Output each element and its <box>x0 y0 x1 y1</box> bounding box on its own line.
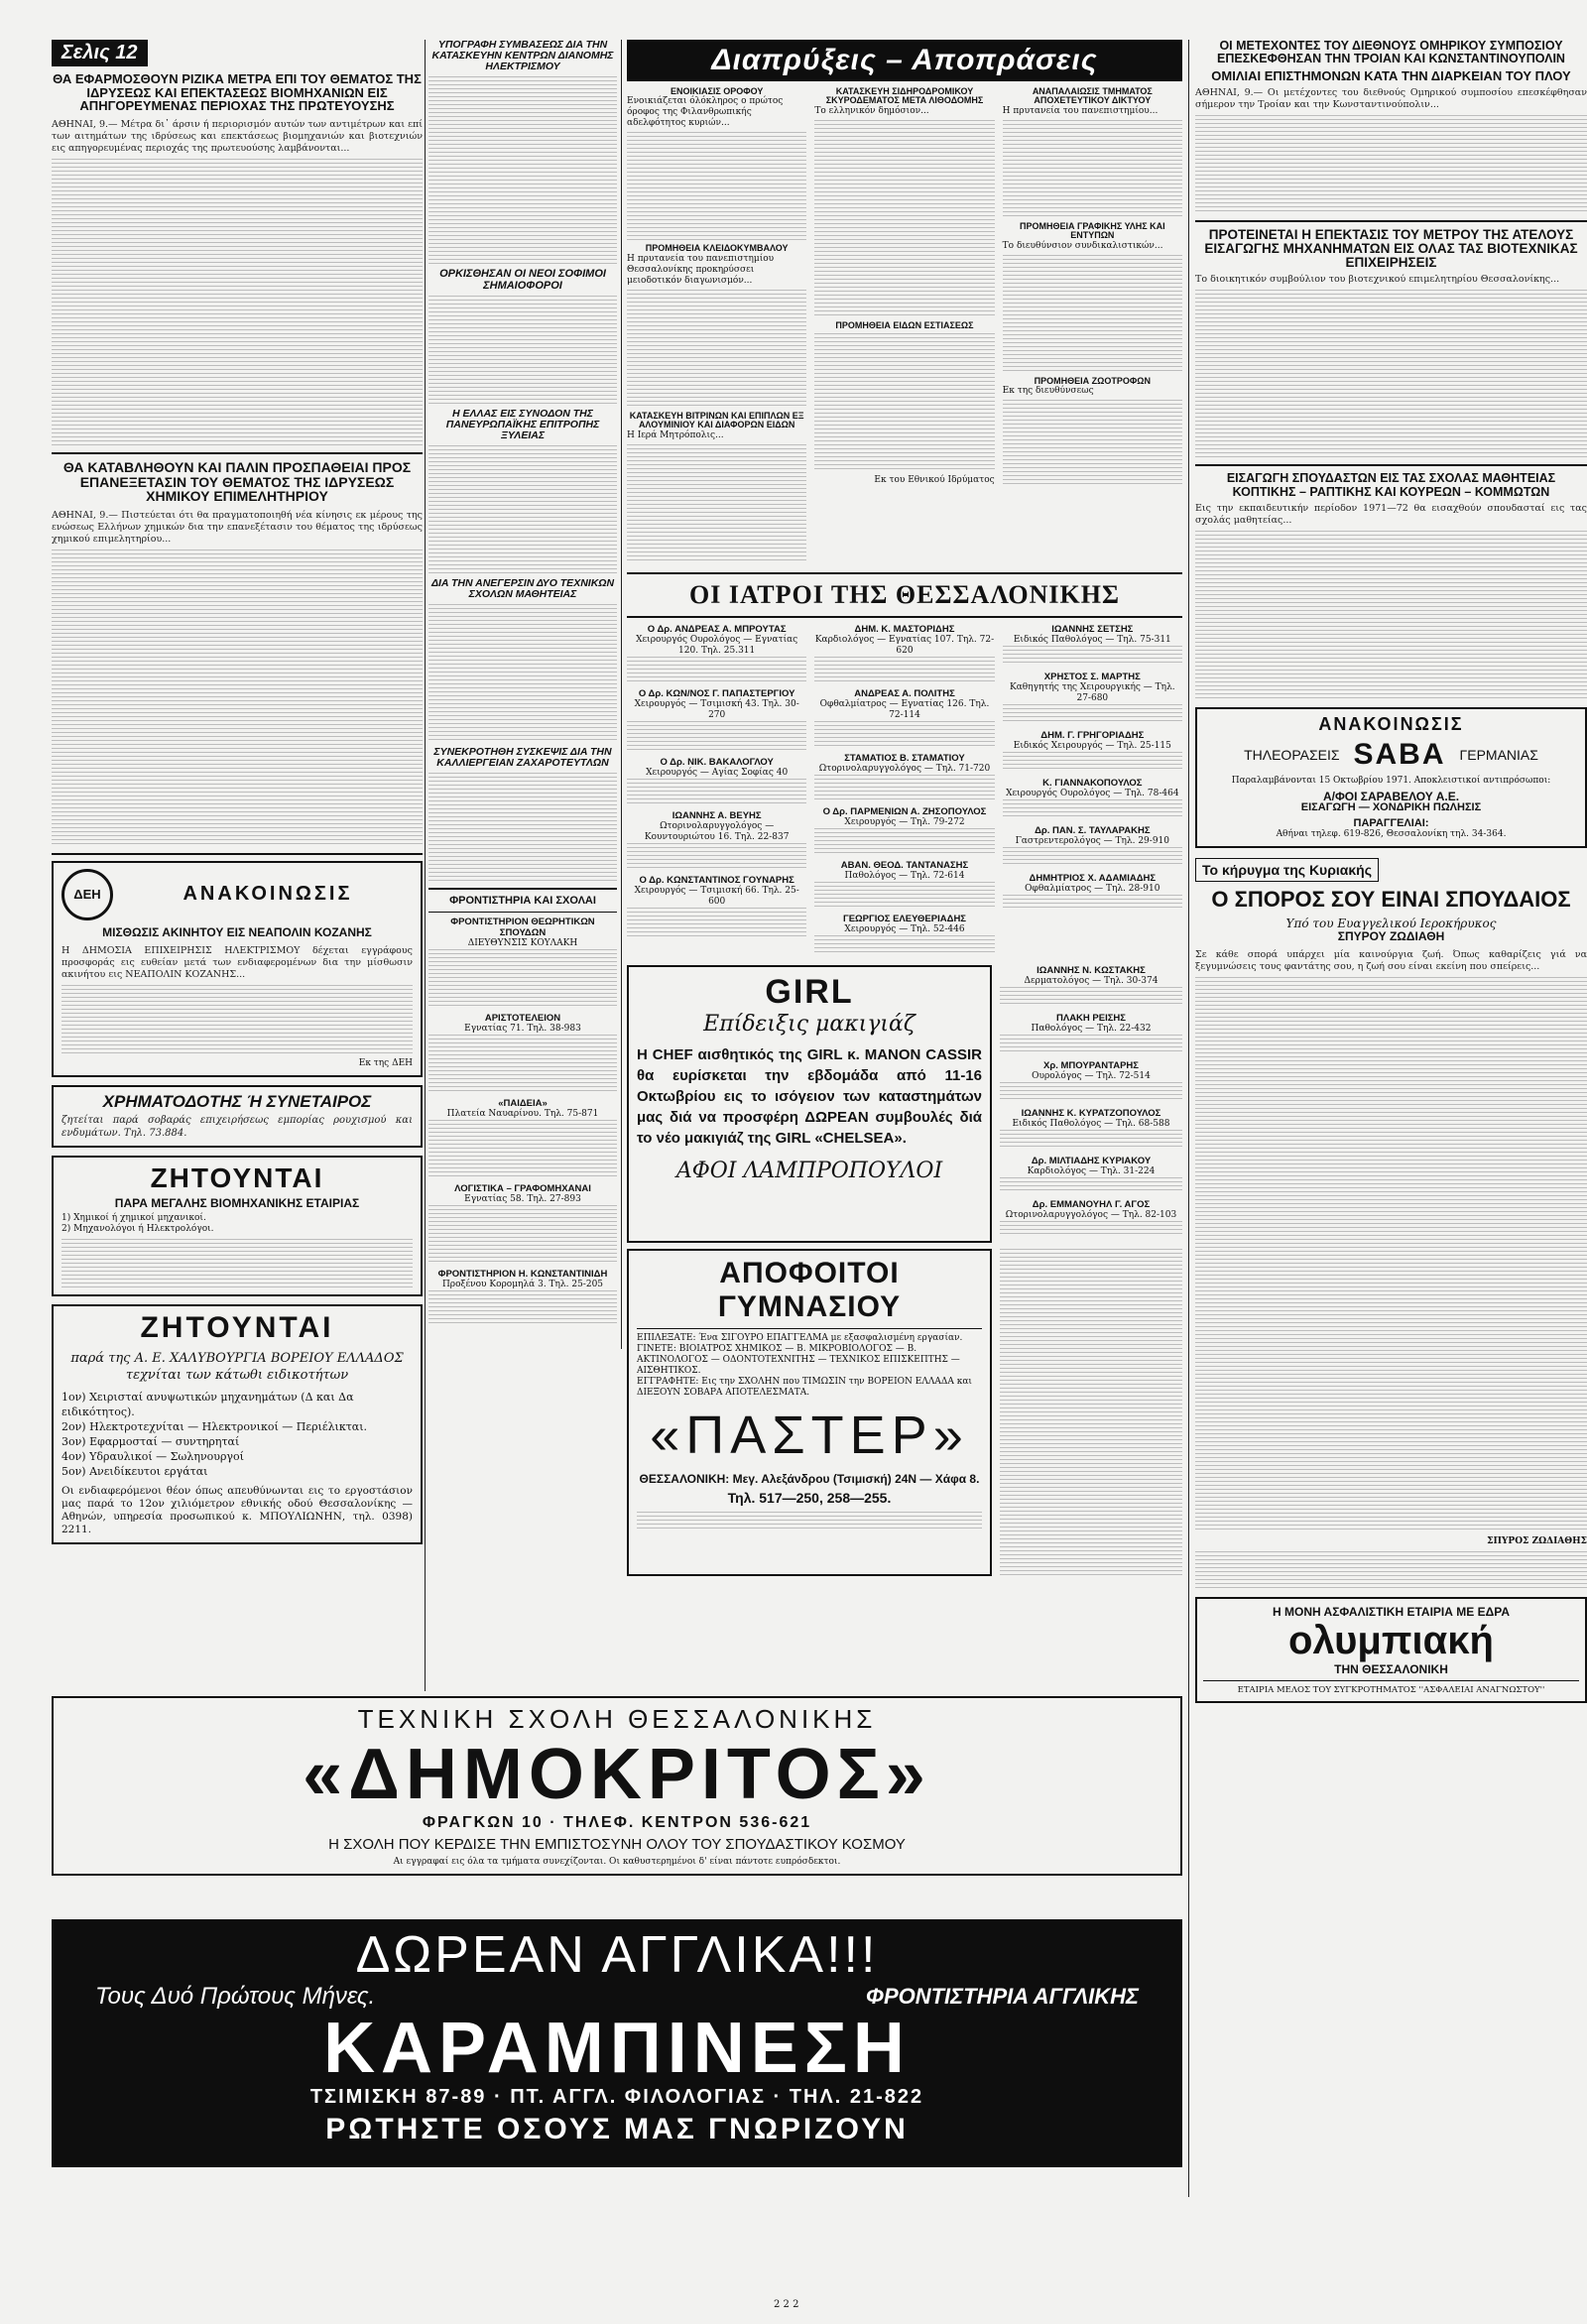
col2-article-3-body <box>428 445 617 574</box>
classified-title: ΑΝΑΠΑΛΑΙΩΣΙΣ ΤΜΗΜΑΤΟΣ ΑΠΟΧΕΤΕΥΤΙΚΟΥ ΔΙΚΤΥΟΥ <box>1032 86 1153 106</box>
pasteur-line: ΕΓΓΡΑΦΗΤΕ: Εις την ΣΧΟΛΗΝ που ΤΙΜΩΣΙΝ την ΒΟΡΕΙΟΝ ΕΛΛΑΔΑ και ΔΙΕΞΟΥΝ ΣΟΒΑΡΑ ΑΠΟΤΕΛΕΣΜΑΤΑ. <box>637 1376 972 1398</box>
demokritos-address: ΦΡΑΓΚΩΝ 10 · ΤΗΛΕΦ. ΚΕΝΤΡΟΝ 536-621 <box>422 1814 812 1831</box>
column-4 <box>1195 40 1587 1703</box>
column-rule <box>621 40 622 1349</box>
girl-subtitle: Επίδειξις μακιγιάζ <box>703 1011 916 1037</box>
saba-tv-ad <box>1195 707 1587 849</box>
saba-text: Παραλαμβάνονται 15 Οκτωβρίου 1971. Αποκλειστικοί αντιπρόσωποι: <box>1231 775 1551 786</box>
english-kind: ΦΡΟΝΤΙΣΤΗΡΙΑ ΑΓΓΛΙΚΗΣ <box>865 1984 1139 2009</box>
school-entry: ΑΡΙΣΤΟΤΕΛΕΙΟΝ Εγνατίας 71. Τηλ. 38-983 <box>428 1013 617 1092</box>
saba-phones: Αθήναι τηλεφ. 619-826, Θεσσαλονίκη τηλ. 34-364. <box>1276 829 1507 840</box>
classified-title: ΠΡΟΜΗΘΕΙΑ ΓΡΑΦΙΚΗΣ ΥΛΗΣ ΚΑΙ ΕΝΤΥΠΩΝ <box>1019 220 1165 241</box>
english-address: ΤΣΙΜΙΣΚΗ 87-89 · ΠΤ. ΑΓΓΛ. ΦΙΛΟΛΟΓΙΑΣ · ΤΗΛ. 21-822 <box>309 2086 924 2108</box>
doctors-continued <box>1000 965 1182 1243</box>
col2-headline-5: ΣΥΝΕΚΡΟΤΗΘΗ ΣΥΣΚΕΨΙΣ ΔΙΑ ΤΗΝ ΚΑΛΛΙΕΡΓΕΙΑΝ ΖΑΧΑΡΟΤΕΥΤΛΩΝ <box>433 746 612 770</box>
demokritos-name: «ΔΗΜΟΚΡΙΤΟΣ» <box>303 1735 931 1814</box>
column-rule <box>1188 40 1189 2197</box>
saba-agent: Α/ΦΟΙ ΣΑΡΑΒΕΛΟΥ Α.Ε. <box>1322 789 1460 803</box>
classified-text: Η Ιερά Μητρόπολις... <box>627 429 724 440</box>
doctor-entry: Ο Δρ. ΠΑΡΜΕΝΙΩΝ Α. ΖΗΣΟΠΟΥΛΟΣ Χειρουργός — Τηλ. 79-272 <box>814 806 994 854</box>
olympiaki-footer: ΕΤΑΙΡΙΑ ΜΕΛΟΣ ΤΟΥ ΣΥΓΚΡΟΤΗΜΑΤΟΣ ''ΑΣΦΑΛΕΙΑΙ ΑΝΑΓΝΩΣΤΟΥ'' <box>1237 1684 1545 1695</box>
col4-headline-3: ΕΙΣΑΓΩΓΗ ΣΠΟΥΔΑΣΤΩΝ ΕΙΣ ΤΑΣ ΣΧΟΛΑΣ ΜΑΘΗΤΕΙΑΣ ΚΟΠΤΙΚΗΣ – ΡΑΠΤΙΚΗΣ ΚΑΙ ΚΟΥΡΕΩΝ – ΚΟΜΜΩΤΩΝ <box>1226 471 1556 499</box>
sermon-by: Υπό του Ευαγγελικού Ιεροκήρυκος <box>1285 917 1497 931</box>
page-number: Σελις 12 <box>52 40 148 66</box>
school-entry: «ΠΑΙΔΕΙΑ» Πλατεία Ναυαρίνου. Τηλ. 75-871 <box>428 1098 617 1177</box>
sermon-author: ΣΠΥΡΟΥ ΖΩΔΙΑΘΗ <box>1337 929 1445 944</box>
dei-notice-footer: Εκ της ΔΕΗ <box>358 1057 413 1068</box>
english-school-name: ΚΑΡΑΜΠΙΝΕΣΗ <box>323 2009 911 2088</box>
col4-headline-2: ΠΡΟΤΕΙΝΕΤΑΙ Η ΕΠΕΚΤΑΣΙΣ ΤΟΥ ΜΕΤΡΟΥ ΤΗΣ ΑΤΕΛΟΥΣ ΕΙΣΑΓΩΓΗΣ ΜΗΧΑΝΗΜΑΤΩΝ ΕΙΣ ΟΛΑΣ ΤΑΣ ΒΙΟΤΕΧΝΙΚΑΣ ΕΠΙΧΕΙΡΗΣΕΙΣ <box>1204 226 1578 271</box>
second-article-body <box>52 550 423 847</box>
sermon-text: Σε κάθε σπορά υπάρχει μία καινούργια ζωή. Όπως καθαρίζεις γιά να ξεγυμνώσεις τους φαντάτης σου, η ζωή σου είναι εκείνη που σπείρεις... <box>1195 948 1587 972</box>
doctor-entry: ΣΤΑΜΑΤΙΟΣ Β. ΣΤΑΜΑΤΙΟΥ Ωτορινολαρυγγολόγος — Τηλ. 71-720 <box>814 753 994 800</box>
saba-title: ΑΝΑΚΟΙΝΩΣΙΣ <box>1318 713 1464 734</box>
saba-country: ΓΕΡΜΑΝΙΑΣ <box>1459 746 1538 763</box>
classified-text: Εκ του Εθνικού Ιδρύματος <box>874 475 995 486</box>
english-headline: ΔΩΡΕΑΝ ΑΓΓΛΙΚΑ!!! <box>355 1926 879 1984</box>
dei-notice-text: Η ΔΗΜΟΣΙΑ ΕΠΙΧΕΙΡΗΣΙΣ ΗΛΕΚΤΡΙΣΜΟΥ δέχεται εγγράφους προσφοράς εις ευθείαν μετά των ενδιαφερομένων δια την μίσθωσιν ακινήτου εις ΝΕΑΠΟΛΙΝ ΚΟΖΑΝΗΣ... <box>61 944 413 980</box>
wanted-ad-2-item: 2ον) Ηλεκτροτεχνίται — Ηλεκτρονικοί — Περιέλικται. <box>61 1419 368 1433</box>
col4-article-1-text: ΑΘΗΝΑΙ, 9.— Οι μετέχοντες του διεθνούς Ομηρικού συμποσίου επεσκέφθησαν σήμερον την Τροίαν και την Κωνσταντινούπολιν... <box>1195 86 1587 110</box>
wanted-ad-1-item: 1) Χημικοί ή χημικοί μηχανικοί. <box>61 1213 206 1224</box>
col2-article-4-body <box>428 604 617 743</box>
olympiaki-city: ΤΗΝ ΘΕΣΣΑΛΟΝΙΚΗ <box>1334 1661 1448 1676</box>
sermon-title: Ο ΣΠΟΡΟΣ ΣΟΥ ΕΙΝΑΙ ΣΠΟΥΔΑΙΟΣ <box>1211 887 1571 913</box>
pasteur-line: ΕΠΙΛΕΞΑΤΕ: Ένα ΣΙΓΟΥΡΟ ΕΠΑΓΓΕΛΜΑ με εξασφαλισμένη εργασίαν. <box>637 1332 963 1343</box>
wanted-ad-1-body <box>61 1239 413 1288</box>
classified-text: Η πρυτανεία του πανεπιστημίου... <box>1002 105 1159 116</box>
doctor-entry: Δρ. ΕΜΜΑΝΟΥΗΛ Γ. ΑΓΟΣ Ωτορινολαρυγγολόγος — Τηλ. 82-103 <box>1000 1199 1182 1237</box>
pasteur-name: «ΠΑΣΤΕΡ» <box>650 1405 969 1465</box>
classified-text: Το ελληνικόν δημόσιον... <box>814 105 929 116</box>
doctors-column-right <box>1003 624 1182 961</box>
lead-article-text: ΑΘΗΝΑΙ, 9.— Μέτρα δι᾽ άρσιν ή περιορισμόν αυτών των αντιμέτρων και επί των αιτημάτων της ιδρύσεως και επεκτάσεως βιομηχανιών και βιοτεχνιών εις απηγορευμένας περιοχάς της πρωτευούσης λαμβάνονται... <box>52 118 423 154</box>
pasteur-line: ΓΙΝΕΤΕ: ΒΙΟΙΑΤΡΟΣ ΧΗΜΙΚΟΣ — Β. ΜΙΚΡΟΒΙΟΛΟΓΟΣ — Β. ΑΚΤΙΝΟΛΟΓΟΣ — ΟΔΟΝΤΟΤΕΧΝΙΤΗΣ — ΤΕΧΝΙΚΟΣ ΕΠΙΣΚΕΠΤΗΣ — ΑΙΣΘΗΤΙΚΟΣ. <box>637 1343 960 1376</box>
doctor-entry: Ο Δρ. ΝΙΚ. ΒΑΚΑΛΟΓΛΟΥ Χειρουργός — Αγίας Σοφίας 40 <box>627 757 806 804</box>
page-corner-mark: 2 2 2 <box>774 2299 799 2310</box>
col2-article-1-body <box>428 76 617 265</box>
saba-agent-sub: ΕΙΣΑΓΩΓΗ — ΧΟΝΔΡΙΚΗ ΠΩΛΗΣΙΣ <box>1300 801 1482 814</box>
classifieds-middle <box>814 87 994 566</box>
doctor-entry: Ο Δρ. ΚΩΝ/ΝΟΣ Γ. ΠΑΠΑΣΤΕΡΓΙΟΥ Χειρουργός — Τσιμισκή 43. Τηλ. 30-270 <box>627 688 806 751</box>
pasteur-address: ΘΕΣΣΑΛΟΝΙΚΗ: Μεγ. Αλεξάνδρου (Τσιμισκή) 24Ν — Χάφα 8. <box>639 1471 980 1486</box>
financier-title: ΧΡΗΜΑΤΟΔΟΤΗΣ Ή ΣΥΝΕΤΑΙΡΟΣ <box>102 1091 372 1111</box>
second-headline: ΘΑ ΚΑΤΑΒΛΗΘΟΥΝ ΚΑΙ ΠΑΛΙΝ ΠΡΟΣΠΑΘΕΙΑΙ ΠΡΟΣ ΕΠΑΝΕΞΕΤΑΣΙΝ ΤΟΥ ΘΕΜΑΤΟΣ ΤΗΣ ΙΔΡΥΣΕΩΣ ΧΗΜΙΚΟΥ ΕΠΙΜΕΛΗΤΗΡΙΟΥ <box>62 458 412 505</box>
col2-headline-4: ΔΙΑ ΤΗΝ ΑΝΕΓΕΡΣΙΝ ΔΥΟ ΤΕΧΝΙΚΩΝ ΣΧΟΛΩΝ ΜΑΘΗΤΕΙΑΣ <box>430 577 615 601</box>
sunday-sermon <box>1195 858 1587 1591</box>
doctor-entry: ΑΝΔΡΕΑΣ Α. ΠΟΛΙΤΗΣ Οφθαλμίατρος — Εγνατίας 126. Τηλ. 72-114 <box>814 688 994 747</box>
doctor-entry: ΓΕΩΡΓΙΟΣ ΕΛΕΥΘΕΡΙΑΔΗΣ Χειρουργός — Τηλ. 52-446 <box>814 914 994 955</box>
col3-lower-right-classifieds <box>1000 1249 1182 1576</box>
dei-notice-body <box>61 985 413 1054</box>
girl-signature: ΑΦΟΙ ΛΑΜΠΡΟΠΟΥΛΟΙ <box>675 1158 943 1183</box>
olympiaki-lead: Η ΜΟΝΗ ΑΣΦΑΛΙΣΤΙΚΗ ΕΤΑΙΡΙΑ ΜΕ ΕΔΡΑ <box>1272 1604 1510 1619</box>
col2-headline-2: ΟΡΚΙΣΘΗΣΑΝ ΟΙ ΝΕΟΙ ΣΟΦΙΜΟΙ ΣΗΜΑΙΟΦΟΡΟΙ <box>439 268 606 292</box>
doctor-entry: Ο Δρ. ΚΩΝΣΤΑΝΤΙΝΟΣ ΓΟΥΝΑΡΗΣ Χειρουργός — Τσιμισκή 66. Τηλ. 25-600 <box>627 875 806 937</box>
wanted-ad-2-intro: παρά της Α. Ε. ΧΑΛΥΒΟΥΡΓΙΑ ΒΟΡΕΙΟΥ ΕΛΛΑΔΟΣ τεχνίται των κάτωθι ειδικοτήτων <box>70 1350 404 1383</box>
doctor-entry: ΔΗΜ. Γ. ΓΡΗΓΟΡΙΑΔΗΣ Ειδικός Χειρουργός — Τηλ. 25-115 <box>1003 730 1182 772</box>
dei-notice-title: ΑΝΑΚΟΙΝΩΣΙΣ <box>183 883 353 906</box>
wanted-ad-2-item: 1ον) Χειρισταί ανυψωτικών μηχανημάτων (Δ και Δα ειδικότητος). <box>61 1390 354 1418</box>
sermon-kicker: Το κήρυγμα της Κυριακής <box>1195 858 1379 882</box>
doctors-title: ΟΙ ΙΑΤΡΟΙ ΤΗΣ ΘΕΣΣΑΛΟΝΙΚΗΣ <box>689 579 1120 609</box>
demokritos-school-ad <box>52 1696 1182 1876</box>
second-article-text: ΑΘΗΝΑΙ, 9.— Πιστεύεται ότι θα πραγματοποιηθή νέα κίνησις εκ μέρους της ενώσεως Ελλήνων χημικών δια την επανεξέτασιν του θέματος της ιδρύσεως χημικού επιμελητηρίου... <box>52 509 423 545</box>
girl-brand: GIRL <box>765 972 854 1011</box>
doctor-entry: ΔΗΜ. Κ. ΜΑΣΤΟΡΙΔΗΣ Καρδιολόγος — Εγνατίας 107. Τηλ. 72-620 <box>814 624 994 682</box>
doctor-entry: ΧΡΗΣΤΟΣ Σ. ΜΑΡΤΗΣ Καθηγητής της Χειρουργικής — Τηλ. 27-680 <box>1003 672 1182 724</box>
wanted-ad-2-item: 4ον) Υδραυλικοί — Σωληνουργοί <box>61 1449 244 1463</box>
col2-article-2-body <box>428 296 617 405</box>
column-2 <box>428 40 617 1332</box>
school-entry: ΦΡΟΝΤΙΣΤΗΡΙΟΝ Η. ΚΩΝΣΤΑΝΤΙΝΙΔΗ Προξένου Κορομηλά 3. Τηλ. 25-205 <box>428 1269 617 1326</box>
col4-article-3-text: Εις την εκπαιδευτικήν περίοδον 1971—72 θα εισαχθούν σπουδασταί εις τας σχολάς μαθητείας... <box>1195 502 1587 526</box>
doctor-entry: Δρ. ΜΙΛΤΙΑΔΗΣ ΚΥΡΙΑΚΟΥ Καρδιολόγος — Τηλ. 31-224 <box>1000 1156 1182 1193</box>
dei-notice <box>52 861 423 1077</box>
doctor-entry: Κ. ΓΙΑΝΝΑΚΟΠΟΥΛΟΣ Χειρουργός Ουρολόγος — Τηλ. 78-464 <box>1003 778 1182 819</box>
olympiaki-insurance-ad <box>1195 1597 1587 1703</box>
doctor-entry: ΔΗΜΗΤΡΙΟΣ Χ. ΑΔΑΜΙΑΔΗΣ Οφθαλμίατρος — Τηλ. 28-910 <box>1003 873 1182 911</box>
col2-headline-3: Η ΕΛΛΑΣ ΕΙΣ ΣΥΝΟΔΟΝ ΤΗΣ ΠΑΝΕΥΡΩΠΑΪΚΗΣ ΕΠΙΤΡΟΠΗΣ ΞΥΛΕΙΑΣ <box>445 408 600 442</box>
classified-title: ΕΝΟΙΚΙΑΣΙΣ ΟΡΟΦΟΥ <box>670 86 764 96</box>
doctor-entry: ΙΩΑΝΝΗΣ Ν. ΚΩΣΤΑΚΗΣ Δερματολόγος — Τηλ. 30-374 <box>1000 965 1182 1007</box>
girl-text: Η CHEF αισθητικός της GIRL κ. MANON CASSIR θα ευρίσκεται την εβδομάδα από 11-16 Οκτωβρίου εις το ισόγειον των καταστημάτων μας διά να προσφέρη ΔΩΡΕΑΝ συμβουλές διά το νέο μακιγιάζ της GIRL «CHELSEA». <box>637 1045 982 1147</box>
karampinesi-english-ad <box>52 1919 1182 2167</box>
school-entry: ΦΡΟΝΤΙΣΤΗΡΙΟΝ ΘΕΩΡΗΤΙΚΩΝ ΣΠΟΥΔΩΝ ΔΙΕΥΘΥΝΣΙΣ ΚΟΥΛΑΚΗ <box>428 917 617 1007</box>
classified-title: ΚΑΤΑΣΚΕΥΗ ΒΙΤΡΙΝΩΝ ΚΑΙ ΕΠΙΠΛΩΝ ΕΞ ΑΛΟΥΜΙΝΙΟΥ ΚΑΙ ΔΙΑΦΟΡΩΝ ΕΙΔΩΝ <box>629 410 804 430</box>
wanted-ad-2-list <box>61 1390 413 1479</box>
pasteur-title: ΑΠΟΦΟΙΤΟΙ ΓΥΜΝΑΣΙΟΥ <box>717 1256 902 1323</box>
saba-orders: ΠΑΡΑΓΓΕΛΙΑΙ: <box>1353 816 1429 829</box>
col2-headline-1: ΥΠΟΓΡΑΦΗ ΣΥΜΒΑΣΕΩΣ ΔΙΑ ΤΗΝ ΚΑΤΑΣΚΕΥΗΝ ΚΕΝΤΡΩΝ ΔΙΑΝΟΜΗΣ ΗΛΕΚΤΡΙΣΜΟΥ <box>431 39 614 73</box>
demokritos-tagline: Η ΣΧΟΛΗ ΠΟΥ ΚΕΡΔΙΣΕ ΤΗΝ ΕΜΠΙΣΤΟΣΥΝΗ ΟΛΟΥ ΤΟΥ ΣΠΟΥΔΑΣΤΙΚΟΥ ΚΟΣΜΟΥ <box>328 1836 906 1853</box>
col4-headline-1-sub: ΟΜΙΛΙΑΙ ΕΠΙΣΤΗΜΟΝΩΝ ΚΑΤΑ ΤΗΝ ΔΙΑΡΚΕΙΑΝ ΤΟΥ ΠΛΟΥ <box>1211 68 1571 84</box>
doctors-column-middle <box>814 624 994 961</box>
classified-text: Η πρυτανεία του πανεπιστημίου Θεσσαλονίκης προκηρύσσει μειοδοτικόν διαγωνισμόν... <box>627 253 775 286</box>
column-1 <box>52 40 423 1544</box>
wanted-ad-1-subtitle: ΠΑΡΑ ΜΕΓΑΛΗΣ ΒΙΟΜΗΧΑΝΙΚΗΣ ΕΤΑΙΡΙΑΣ <box>114 1195 360 1210</box>
lead-article-body <box>52 159 423 446</box>
classified-text: Το διευθύνσιον συνδικαλιστικών... <box>1002 240 1163 251</box>
classified-title: ΠΡΟΜΗΘΕΙΑ ΚΛΕΙΔΟΚΥΜΒΑΛΟΥ <box>645 243 789 254</box>
doctor-entry: Δρ. ΠΑΝ. Σ. ΤΑΥΛΑΡΑΚΗΣ Γαστρεντερολόγος — Τηλ. 29-910 <box>1003 825 1182 867</box>
saba-logo: SABA <box>1353 737 1446 771</box>
doctors-column-left <box>627 624 806 961</box>
column-rule <box>425 40 426 1691</box>
wanted-ad-2-item: 3ον) Εφαρμοσταί — συντηρηταί <box>61 1434 240 1448</box>
doctor-entry: Χρ. ΜΠΟΥΡΑΝΤΑΡΗΣ Ουρολόγος — Τηλ. 72-514 <box>1000 1060 1182 1102</box>
saba-lead: ΤΗΛΕΟΡΑΣΕΙΣ <box>1244 746 1340 763</box>
doctor-entry: ΠΛΑΚΗ ΡΕΙΣΗΣ Παθολόγος — Τηλ. 22-432 <box>1000 1013 1182 1054</box>
classified-text: Ενοικιάζεται όλόκληρος ο πρώτος όροφος της Φιλανθρωπικής αδελφότητος κυριών... <box>627 96 784 129</box>
english-subtitle: Τους Δυό Πρώτους Μήνες. <box>95 1983 376 2010</box>
column-3 <box>627 40 1182 1576</box>
wanted-ad-2-title: ΖΗΤΟΥΝΤΑΙ <box>140 1311 334 1345</box>
sermon-signature: ΣΠΥΡΟΣ ΖΩΔΙΑΘΗΣ <box>1487 1535 1587 1546</box>
english-footer: ΡΩΤΗΣΤΕ ΟΣΟΥΣ ΜΑΣ ΓΝΩΡΙΖΟΥΝ <box>325 2113 909 2145</box>
financier-text: ζητείται παρά σοβαράς επιχειρήσεως εμπορίας ρουχισμού και ενδυμάτων. Τηλ. 73.884. <box>61 1115 413 1140</box>
wanted-ad-1-title: ΖΗΤΟΥΝΤΑΙ <box>150 1162 324 1194</box>
classifieds-left <box>627 87 806 566</box>
classifieds-right <box>1003 87 1182 566</box>
doctors-directory <box>627 624 1182 961</box>
col4-article-2-text: Το διοικητικόν συμβούλιον του βιοτεχνικού επιμελητηρίου Θεσσαλονίκης... <box>1195 274 1560 286</box>
wanted-ad-1-item: 2) Μηχανολόγοι ή Ηλεκτρολόγοι. <box>61 1224 214 1235</box>
dei-logo: ΔΕΗ <box>61 869 113 920</box>
lead-headline: ΘΑ ΕΦΑΡΜΟΣΘΟΥΝ ΡΙΖΙΚΑ ΜΕΤΡΑ ΕΠΙ ΤΟΥ ΘΕΜΑΤΟΣ ΤΗΣ ΙΔΡΥΣΕΩΣ ΚΑΙ ΕΠΕΚΤΑΣΕΩΣ ΒΙΟΜΗΧΑΝΙΩΝ ΕΙΣ ΑΠΗΓΟΡΕΥΜΕΝΑΣ ΠΕΡΙΟΧΑΣ ΤΗΣ ΠΡΩΤΕΥΟΥΣΗΣ <box>53 71 422 114</box>
doctor-entry: ΙΩΑΝΝΗΣ Κ. ΚΥΡΑΤΖΟΠΟΥΛΟΣ Ειδικός Παθολόγος — Τηλ. 68-588 <box>1000 1108 1182 1150</box>
classified-title: ΚΑΤΑΣΚΕΥΗ ΣΙΔΗΡΟΔΡΟΜΙΚΟΥ ΣΚΥΡΟΔΕΜΑΤΟΣ ΜΕΤΑ ΛΙΘΟΔΟΜΗΣ <box>825 86 984 106</box>
col2-article-5-body <box>428 773 617 882</box>
girl-makeup-ad <box>627 965 992 1243</box>
demokritos-title: ΤΕΧΝΙΚΗ ΣΧΟΛΗ ΘΕΣΣΑΛΟΝΙΚΗΣ <box>357 1704 877 1734</box>
pasteur-phone: Τηλ. 517—250, 258—255. <box>727 1489 892 1506</box>
classified-title: ΠΡΟΜΗΘΕΙΑ ΕΙΔΩΝ ΕΣΤΙΑΣΕΩΣ <box>835 319 974 330</box>
doctor-entry: ΙΩΑΝΝΗΣ Α. ΒΕΥΗΣ Ωτορινολαρυγγολόγος — Κουντουριώτου 16. Τηλ. 22-837 <box>627 810 806 869</box>
wanted-ad-2-item: 5ον) Ανειδίκευτοι εργάται <box>61 1464 208 1478</box>
sermon-body <box>1195 977 1587 1532</box>
doctor-entry: ΙΩΑΝΝΗΣ ΣΕΤΣΗΣ Ειδικός Παθολόγος — Τηλ. 75-311 <box>1003 624 1182 666</box>
dei-notice-subtitle: ΜΙΣΘΩΣΙΣ ΑΚΙΝΗΤΟΥ ΕΙΣ ΝΕΑΠΟΛΙΝ ΚΟΖΑΝΗΣ <box>102 924 372 939</box>
demokritos-note: Αι εγγραφαί εις όλα τα τμήματα συνεχίζονται. Οι καθυστερημένοι δ' είναι πάντοτε ευπρόσδεκτοι. <box>393 1857 841 1867</box>
doctor-entry: ΑΒΑΝ. ΘΕΟΔ. ΤΑΝΤΑΝΑΣΗΣ Παθολόγος — Τηλ. 72-614 <box>814 860 994 908</box>
classifieds-masthead: Διαπρύξεις – Αποπράσεις <box>627 40 1182 81</box>
school-entry: ΛΟΓΙΣΤΙΚΑ – ΓΡΑΦΟΜΗΧΑΝΑΙ Εγνατίας 58. Τηλ. 27-893 <box>428 1183 617 1263</box>
classified-text: Εκ της διευθύνσεως <box>1002 386 1094 397</box>
olympiaki-logo: ολυμπιακή <box>1288 1618 1494 1662</box>
schools-section-title: ΦΡΟΝΤΙΣΤΗΡΙΑ ΚΑΙ ΣΧΟΛΑΙ <box>449 895 596 908</box>
classified-title: ΠΡΟΜΗΘΕΙΑ ΖΩΟΤΡΟΦΩΝ <box>1034 375 1151 386</box>
financier-ad <box>52 1085 423 1149</box>
wanted-ad-1 <box>52 1156 423 1296</box>
pasteur-school-ad <box>627 1249 992 1576</box>
classifieds-columns <box>627 87 1182 566</box>
doctor-entry: Ο Δρ. ΑΝΔΡΕΑΣ Α. ΜΠΡΟΥΤΑΣ Χειρουργός Ουρολόγος — Εγνατίας 120. Τηλ. 25.311 <box>627 624 806 682</box>
wanted-ad-2 <box>52 1304 423 1544</box>
wanted-ad-2-footer: Οι ενδιαφερόμενοι θέον όπως απευθύνωνται εις το εργοστάσιον μας παρά το 12ον χιλιόμετρον εθνικής οδού Θεσσαλονίκης — Αθηνών, υπηρεσία προσωπικού κ. ΜΠΟΥΛΙΩΝΗΝ, τηλ. 0398) 2211. <box>61 1484 413 1535</box>
col4-headline-1: ΟΙ ΜΕΤΕΧΟΝΤΕΣ ΤΟΥ ΔΙΕΘΝΟΥΣ ΟΜΗΡΙΚΟΥ ΣΥΜΠΟΣΙΟΥ ΕΠΕΣΚΕΦΘΗΣΑΝ ΤΗΝ ΤΡΟΙΑΝ ΚΑΙ ΚΩΝΣΤΑΝΤΙΝΟΥΠΟΛΙΝ <box>1217 39 1565 66</box>
